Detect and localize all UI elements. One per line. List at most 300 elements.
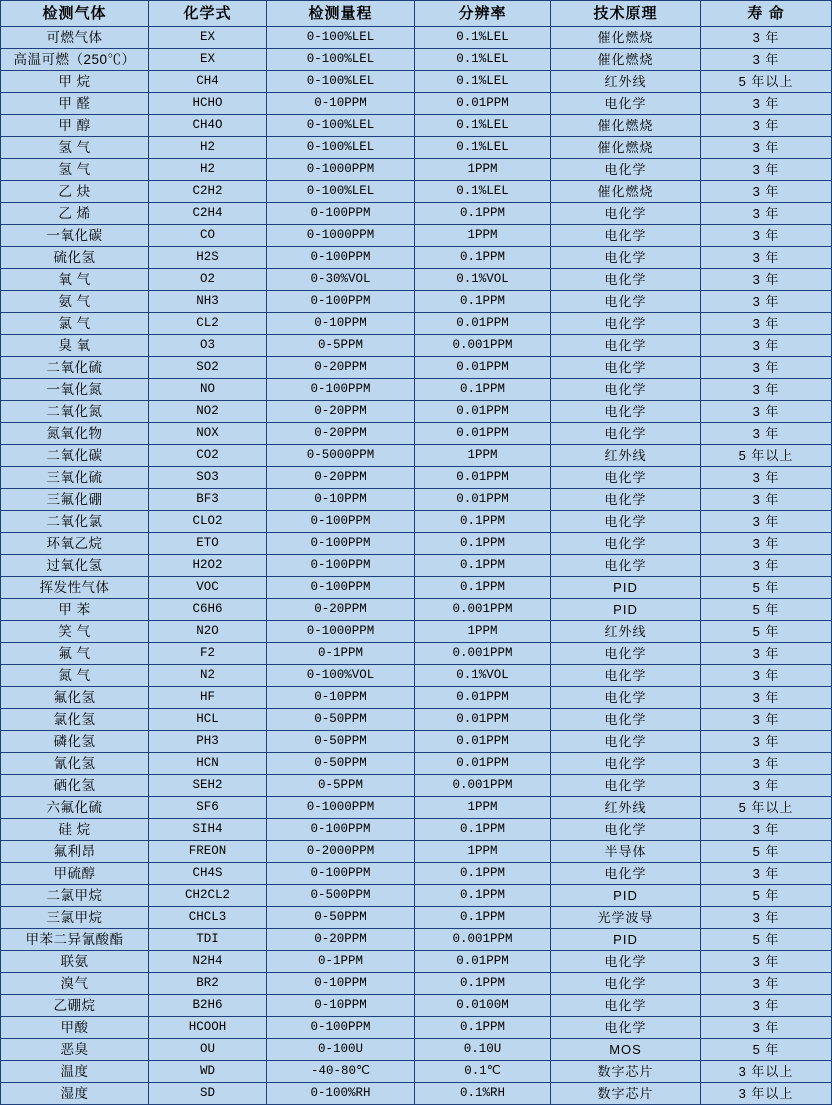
cell-formula: HCHO <box>149 93 267 115</box>
cell-gas-name: 三氟化硼 <box>1 489 149 511</box>
cell-resolution: 0.1PPM <box>415 907 551 929</box>
cell-range: 0-100%LEL <box>267 115 415 137</box>
cell-principle: PID <box>551 577 701 599</box>
cell-formula: H2 <box>149 137 267 159</box>
cell-principle: 电化学 <box>551 731 701 753</box>
cell-formula: EX <box>149 27 267 49</box>
cell-life: 3 年 <box>701 269 832 291</box>
cell-range: 0-1PPM <box>267 643 415 665</box>
cell-principle: 电化学 <box>551 753 701 775</box>
cell-life: 3 年 <box>701 775 832 797</box>
cell-principle: 电化学 <box>551 423 701 445</box>
table-row <box>1 1017 832 1039</box>
table-row <box>1 489 832 511</box>
cell-resolution: 1PPM <box>415 621 551 643</box>
cell-resolution: 0.1PPM <box>415 863 551 885</box>
table-row <box>1 225 832 247</box>
cell-formula: CH4S <box>149 863 267 885</box>
cell-range: 0-100%RH <box>267 1083 415 1105</box>
cell-gas-name: 六氟化硫 <box>1 797 149 819</box>
cell-principle: 红外线 <box>551 797 701 819</box>
cell-formula: SO3 <box>149 467 267 489</box>
table-row <box>1 1061 832 1083</box>
cell-range: 0-10PPM <box>267 995 415 1017</box>
cell-formula: SIH4 <box>149 819 267 841</box>
cell-resolution: 0.001PPM <box>415 335 551 357</box>
cell-range: 0-100PPM <box>267 247 415 269</box>
cell-range: 0-10PPM <box>267 973 415 995</box>
cell-gas-name: 氮氧化物 <box>1 423 149 445</box>
cell-principle: 电化学 <box>551 643 701 665</box>
cell-resolution: 0.1PPM <box>415 203 551 225</box>
cell-life: 5 年 <box>701 841 832 863</box>
cell-formula: NO2 <box>149 401 267 423</box>
cell-principle: 电化学 <box>551 665 701 687</box>
column-header-formula: 化学式 <box>149 1 267 27</box>
cell-resolution: 0.1PPM <box>415 555 551 577</box>
cell-formula: CH4O <box>149 115 267 137</box>
cell-gas-name: 挥发性气体 <box>1 577 149 599</box>
cell-life: 3 年 <box>701 159 832 181</box>
table-row <box>1 863 832 885</box>
table-row <box>1 599 832 621</box>
table-row <box>1 709 832 731</box>
cell-resolution: 0.1%VOL <box>415 665 551 687</box>
cell-gas-name: 氯化氢 <box>1 709 149 731</box>
cell-formula: C6H6 <box>149 599 267 621</box>
cell-formula: O2 <box>149 269 267 291</box>
table-row <box>1 137 832 159</box>
cell-gas-name: 笑 气 <box>1 621 149 643</box>
cell-life: 3 年 <box>701 753 832 775</box>
cell-resolution: 0.1%LEL <box>415 115 551 137</box>
cell-resolution: 1PPM <box>415 841 551 863</box>
table-row <box>1 49 832 71</box>
cell-gas-name: 甲硫醇 <box>1 863 149 885</box>
cell-life: 5 年 <box>701 885 832 907</box>
cell-principle: 电化学 <box>551 203 701 225</box>
cell-formula: WD <box>149 1061 267 1083</box>
cell-life: 3 年 <box>701 379 832 401</box>
cell-principle: 催化燃烧 <box>551 49 701 71</box>
cell-life: 3 年 <box>701 291 832 313</box>
table-row <box>1 577 832 599</box>
cell-resolution: 1PPM <box>415 225 551 247</box>
table-row <box>1 973 832 995</box>
cell-formula: SF6 <box>149 797 267 819</box>
cell-gas-name: 甲 苯 <box>1 599 149 621</box>
cell-principle: 电化学 <box>551 1017 701 1039</box>
cell-range: 0-100PPM <box>267 511 415 533</box>
cell-formula: N2O <box>149 621 267 643</box>
cell-range: 0-100%LEL <box>267 137 415 159</box>
cell-life: 3 年 <box>701 225 832 247</box>
cell-range: 0-20PPM <box>267 423 415 445</box>
cell-principle: 电化学 <box>551 951 701 973</box>
cell-life: 5 年以上 <box>701 797 832 819</box>
cell-gas-name: 温度 <box>1 1061 149 1083</box>
cell-principle: PID <box>551 885 701 907</box>
cell-range: 0-100PPM <box>267 203 415 225</box>
cell-range: 0-100PPM <box>267 291 415 313</box>
cell-life: 3 年以上 <box>701 1061 832 1083</box>
table-row <box>1 269 832 291</box>
cell-formula: SEH2 <box>149 775 267 797</box>
cell-life: 3 年 <box>701 973 832 995</box>
cell-formula: CO <box>149 225 267 247</box>
table-header <box>1 1 832 27</box>
cell-life: 3 年 <box>701 511 832 533</box>
cell-life: 3 年 <box>701 335 832 357</box>
cell-principle: 红外线 <box>551 621 701 643</box>
cell-formula: HCN <box>149 753 267 775</box>
table-row <box>1 1039 832 1061</box>
column-header-life: 寿 命 <box>701 1 832 27</box>
cell-principle: 半导体 <box>551 841 701 863</box>
cell-formula: N2H4 <box>149 951 267 973</box>
cell-life: 3 年 <box>701 665 832 687</box>
cell-life: 3 年 <box>701 357 832 379</box>
cell-resolution: 0.01PPM <box>415 467 551 489</box>
table-row <box>1 819 832 841</box>
table-row <box>1 885 832 907</box>
cell-range: 0-20PPM <box>267 467 415 489</box>
cell-range: 0-100PPM <box>267 577 415 599</box>
cell-formula: CH4 <box>149 71 267 93</box>
table-row <box>1 533 832 555</box>
cell-principle: 电化学 <box>551 819 701 841</box>
cell-range: 0-1PPM <box>267 951 415 973</box>
cell-principle: 电化学 <box>551 291 701 313</box>
cell-gas-name: 过氧化氢 <box>1 555 149 577</box>
cell-life: 3 年 <box>701 181 832 203</box>
table-row <box>1 775 832 797</box>
cell-principle: 电化学 <box>551 379 701 401</box>
table-row <box>1 467 832 489</box>
cell-formula: CH2CL2 <box>149 885 267 907</box>
cell-resolution: 0.001PPM <box>415 643 551 665</box>
cell-resolution: 0.01PPM <box>415 423 551 445</box>
cell-resolution: 0.1PPM <box>415 533 551 555</box>
cell-range: 0-20PPM <box>267 929 415 951</box>
cell-gas-name: 联氨 <box>1 951 149 973</box>
cell-range: 0-1000PPM <box>267 159 415 181</box>
cell-gas-name: 乙 炔 <box>1 181 149 203</box>
cell-life: 5 年 <box>701 1039 832 1061</box>
cell-gas-name: 甲 醛 <box>1 93 149 115</box>
table-body <box>1 27 832 1105</box>
cell-resolution: 0.1%LEL <box>415 181 551 203</box>
cell-formula: HCOOH <box>149 1017 267 1039</box>
cell-resolution: 0.10U <box>415 1039 551 1061</box>
cell-formula: OU <box>149 1039 267 1061</box>
table-row <box>1 379 832 401</box>
cell-formula: F2 <box>149 643 267 665</box>
cell-range: 0-100%LEL <box>267 71 415 93</box>
cell-gas-name: 氧 气 <box>1 269 149 291</box>
cell-range: 0-50PPM <box>267 907 415 929</box>
cell-formula: H2 <box>149 159 267 181</box>
cell-range: 0-100%LEL <box>267 181 415 203</box>
cell-range: 0-30%VOL <box>267 269 415 291</box>
cell-principle: 电化学 <box>551 709 701 731</box>
cell-resolution: 0.001PPM <box>415 929 551 951</box>
cell-principle: 催化燃烧 <box>551 137 701 159</box>
table-row <box>1 423 832 445</box>
cell-range: 0-50PPM <box>267 709 415 731</box>
cell-formula: VOC <box>149 577 267 599</box>
cell-formula: SD <box>149 1083 267 1105</box>
cell-gas-name: 臭 氧 <box>1 335 149 357</box>
cell-range: 0-20PPM <box>267 357 415 379</box>
table-row <box>1 797 832 819</box>
cell-gas-name: 氟化氢 <box>1 687 149 709</box>
cell-range: 0-5PPM <box>267 775 415 797</box>
cell-formula: BF3 <box>149 489 267 511</box>
table-row <box>1 753 832 775</box>
cell-principle: 电化学 <box>551 93 701 115</box>
cell-formula: H2O2 <box>149 555 267 577</box>
cell-resolution: 0.1PPM <box>415 577 551 599</box>
cell-gas-name: 溴气 <box>1 973 149 995</box>
cell-life: 3 年 <box>701 247 832 269</box>
cell-life: 3 年 <box>701 555 832 577</box>
cell-formula: ETO <box>149 533 267 555</box>
cell-resolution: 0.1%LEL <box>415 137 551 159</box>
cell-principle: 红外线 <box>551 71 701 93</box>
cell-gas-name: 高温可燃（250℃） <box>1 49 149 71</box>
cell-gas-name: 甲 醇 <box>1 115 149 137</box>
cell-gas-name: 甲苯二异氰酸酯 <box>1 929 149 951</box>
table-row <box>1 555 832 577</box>
cell-formula: NO <box>149 379 267 401</box>
table-row <box>1 643 832 665</box>
cell-principle: 电化学 <box>551 511 701 533</box>
cell-gas-name: 氮 气 <box>1 665 149 687</box>
cell-gas-name: 氢 气 <box>1 137 149 159</box>
cell-range: 0-10PPM <box>267 313 415 335</box>
cell-resolution: 0.01PPM <box>415 709 551 731</box>
cell-gas-name: 可燃气体 <box>1 27 149 49</box>
cell-principle: PID <box>551 929 701 951</box>
cell-formula: NH3 <box>149 291 267 313</box>
cell-gas-name: 氯 气 <box>1 313 149 335</box>
cell-formula: FREON <box>149 841 267 863</box>
table-row <box>1 731 832 753</box>
cell-life: 3 年 <box>701 49 832 71</box>
cell-gas-name: 甲酸 <box>1 1017 149 1039</box>
cell-gas-name: 湿度 <box>1 1083 149 1105</box>
cell-range: 0-1000PPM <box>267 225 415 247</box>
cell-resolution: 0.01PPM <box>415 357 551 379</box>
cell-life: 3 年 <box>701 313 832 335</box>
cell-resolution: 0.01PPM <box>415 687 551 709</box>
cell-resolution: 1PPM <box>415 797 551 819</box>
cell-principle: 电化学 <box>551 159 701 181</box>
cell-range: 0-100%LEL <box>267 27 415 49</box>
table-row <box>1 665 832 687</box>
table-row <box>1 621 832 643</box>
table-row <box>1 203 832 225</box>
table-row <box>1 335 832 357</box>
cell-formula: BR2 <box>149 973 267 995</box>
cell-principle: 电化学 <box>551 489 701 511</box>
cell-formula: HCL <box>149 709 267 731</box>
cell-resolution: 1PPM <box>415 445 551 467</box>
cell-range: 0-5PPM <box>267 335 415 357</box>
cell-principle: 数字芯片 <box>551 1083 701 1105</box>
cell-range: 0-10PPM <box>267 489 415 511</box>
table-row <box>1 181 832 203</box>
cell-formula: EX <box>149 49 267 71</box>
cell-life: 5 年以上 <box>701 71 832 93</box>
cell-resolution: 0.1PPM <box>415 379 551 401</box>
cell-life: 3 年 <box>701 467 832 489</box>
cell-life: 5 年 <box>701 621 832 643</box>
table-row <box>1 93 832 115</box>
cell-formula: H2S <box>149 247 267 269</box>
table-row <box>1 159 832 181</box>
cell-formula: C2H2 <box>149 181 267 203</box>
cell-life: 3 年 <box>701 1017 832 1039</box>
cell-range: 0-1000PPM <box>267 797 415 819</box>
cell-gas-name: 氟利昂 <box>1 841 149 863</box>
table-row <box>1 313 832 335</box>
cell-principle: 数字芯片 <box>551 1061 701 1083</box>
table-row <box>1 247 832 269</box>
cell-gas-name: 氨 气 <box>1 291 149 313</box>
cell-formula: CL2 <box>149 313 267 335</box>
header-row <box>1 1 832 27</box>
cell-principle: 催化燃烧 <box>551 181 701 203</box>
column-header-gas: 检测气体 <box>1 1 149 27</box>
cell-principle: 电化学 <box>551 533 701 555</box>
cell-principle: 电化学 <box>551 313 701 335</box>
table-row <box>1 929 832 951</box>
cell-life: 3 年 <box>701 819 832 841</box>
table-row <box>1 1083 832 1105</box>
cell-principle: PID <box>551 599 701 621</box>
cell-gas-name: 二氧化氮 <box>1 401 149 423</box>
cell-formula: PH3 <box>149 731 267 753</box>
cell-range: 0-100PPM <box>267 819 415 841</box>
table-row <box>1 115 832 137</box>
cell-gas-name: 甲 烷 <box>1 71 149 93</box>
table-row <box>1 995 832 1017</box>
table-row <box>1 951 832 973</box>
cell-life: 5 年 <box>701 577 832 599</box>
cell-resolution: 0.1%LEL <box>415 49 551 71</box>
cell-resolution: 0.1PPM <box>415 1017 551 1039</box>
cell-life: 5 年 <box>701 929 832 951</box>
cell-resolution: 0.1PPM <box>415 247 551 269</box>
cell-gas-name: 乙硼烷 <box>1 995 149 1017</box>
cell-resolution: 0.1℃ <box>415 1061 551 1083</box>
cell-principle: 电化学 <box>551 357 701 379</box>
table-row <box>1 907 832 929</box>
cell-principle: 电化学 <box>551 973 701 995</box>
cell-gas-name: 二氧化氯 <box>1 511 149 533</box>
cell-principle: 电化学 <box>551 555 701 577</box>
cell-principle: 电化学 <box>551 687 701 709</box>
cell-resolution: 0.1PPM <box>415 511 551 533</box>
cell-range: 0-20PPM <box>267 401 415 423</box>
column-header-range: 检测量程 <box>267 1 415 27</box>
table-row <box>1 445 832 467</box>
cell-life: 5 年以上 <box>701 445 832 467</box>
cell-range: 0-500PPM <box>267 885 415 907</box>
cell-range: 0-20PPM <box>267 599 415 621</box>
cell-gas-name: 二氯甲烷 <box>1 885 149 907</box>
cell-formula: B2H6 <box>149 995 267 1017</box>
cell-principle: 电化学 <box>551 995 701 1017</box>
cell-gas-name: 一氧化氮 <box>1 379 149 401</box>
cell-gas-name: 氰化氢 <box>1 753 149 775</box>
cell-formula: TDI <box>149 929 267 951</box>
cell-resolution: 0.1%LEL <box>415 27 551 49</box>
cell-gas-name: 二氧化碳 <box>1 445 149 467</box>
cell-range: 0-50PPM <box>267 753 415 775</box>
cell-principle: 电化学 <box>551 269 701 291</box>
cell-resolution: 0.01PPM <box>415 951 551 973</box>
cell-resolution: 0.0100M <box>415 995 551 1017</box>
cell-range: -40-80℃ <box>267 1061 415 1083</box>
cell-life: 3 年 <box>701 401 832 423</box>
cell-life: 3 年 <box>701 93 832 115</box>
cell-life: 3 年 <box>701 709 832 731</box>
cell-gas-name: 三氯甲烷 <box>1 907 149 929</box>
cell-range: 0-100PPM <box>267 1017 415 1039</box>
cell-gas-name: 氢 气 <box>1 159 149 181</box>
cell-resolution: 0.01PPM <box>415 313 551 335</box>
table-row <box>1 357 832 379</box>
table-row <box>1 291 832 313</box>
cell-gas-name: 硫化氢 <box>1 247 149 269</box>
table-row <box>1 511 832 533</box>
cell-life: 5 年 <box>701 599 832 621</box>
cell-resolution: 0.1PPM <box>415 291 551 313</box>
cell-range: 0-100PPM <box>267 863 415 885</box>
cell-gas-name: 一氧化碳 <box>1 225 149 247</box>
cell-gas-name: 二氧化硫 <box>1 357 149 379</box>
cell-range: 0-100%LEL <box>267 49 415 71</box>
cell-principle: 电化学 <box>551 401 701 423</box>
cell-resolution: 0.1%RH <box>415 1083 551 1105</box>
cell-life: 3 年 <box>701 115 832 137</box>
table-row <box>1 841 832 863</box>
cell-resolution: 0.1PPM <box>415 973 551 995</box>
cell-gas-name: 三氧化硫 <box>1 467 149 489</box>
cell-principle: 电化学 <box>551 225 701 247</box>
cell-resolution: 0.1PPM <box>415 885 551 907</box>
cell-resolution: 0.001PPM <box>415 599 551 621</box>
cell-range: 0-5000PPM <box>267 445 415 467</box>
cell-resolution: 0.01PPM <box>415 401 551 423</box>
cell-resolution: 1PPM <box>415 159 551 181</box>
cell-resolution: 0.1%LEL <box>415 71 551 93</box>
cell-resolution: 0.01PPM <box>415 489 551 511</box>
table-row <box>1 71 832 93</box>
cell-gas-name: 环氧乙烷 <box>1 533 149 555</box>
cell-life: 3 年以上 <box>701 1083 832 1105</box>
cell-resolution: 0.001PPM <box>415 775 551 797</box>
cell-formula: HF <box>149 687 267 709</box>
cell-principle: MOS <box>551 1039 701 1061</box>
cell-life: 3 年 <box>701 137 832 159</box>
cell-gas-name: 硅 烷 <box>1 819 149 841</box>
cell-gas-name: 恶臭 <box>1 1039 149 1061</box>
cell-range: 0-2000PPM <box>267 841 415 863</box>
